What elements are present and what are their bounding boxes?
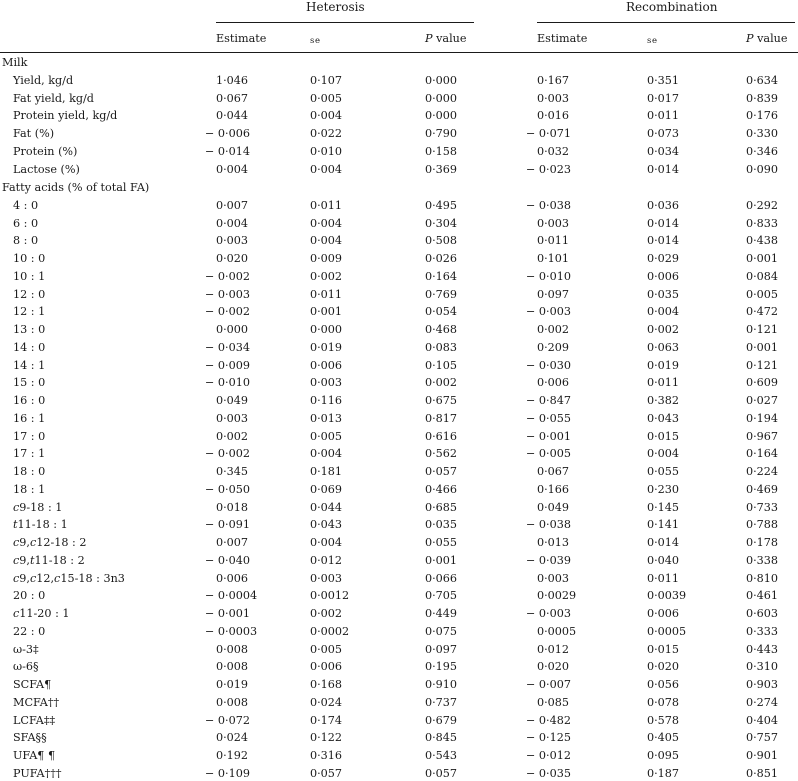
recombination-pvalue-cell: 0·333	[746, 625, 779, 638]
recombination-pvalue-cell: 0·788	[746, 518, 779, 531]
heterosis-pvalue-cell: 0·679	[425, 714, 458, 727]
recombination-estimate-cell: − 0·005	[526, 447, 571, 460]
recombination-estimate-cell: 0·020	[537, 660, 570, 673]
row-label: Yield, kg/d	[13, 74, 74, 87]
heterosis-se-cell: 0·316	[310, 749, 343, 762]
recombination-se-cell: 0·382	[647, 394, 680, 407]
heterosis-pvalue-cell: 0·616	[425, 430, 458, 443]
heterosis-se-cell: 0·181	[310, 465, 343, 478]
recombination-group-header: Recombination	[626, 0, 718, 14]
row-label: MCFA††	[13, 696, 60, 709]
heterosis-pvalue-cell: 0·468	[425, 323, 458, 336]
recombination-pvalue-cell: 0·178	[746, 536, 779, 549]
heterosis-pvalue-cell: 0·066	[425, 572, 458, 585]
recombination-estimate-cell: 0·085	[537, 696, 570, 709]
heterosis-pvalue-cell: 0·466	[425, 483, 458, 496]
recombination-pvalue-cell: 0·443	[746, 643, 779, 656]
recombination-estimate-cell: − 0·482	[526, 714, 571, 727]
heterosis-pvalue-cell: 0·675	[425, 394, 458, 407]
heterosis-estimate-cell: − 0·002	[205, 305, 250, 318]
recombination-se-header: se	[647, 36, 658, 46]
recombination-pvalue-cell: 0·438	[746, 234, 779, 247]
recombination-estimate-cell: − 0·001	[526, 430, 571, 443]
heterosis-pvalue-cell: 0·790	[425, 127, 458, 140]
recombination-pvalue-cell: 0·603	[746, 607, 779, 620]
row-label: SCFA¶	[13, 678, 52, 691]
heterosis-se-cell: 0·013	[310, 412, 343, 425]
recombination-pvalue-cell: 0·164	[746, 447, 779, 460]
recombination-pvalue-cell: 0·404	[746, 714, 779, 727]
heterosis-pvalue-cell: 0·026	[425, 252, 458, 265]
recombination-se-cell: 0·187	[647, 767, 680, 780]
heterosis-se-cell: 0·004	[310, 447, 343, 460]
recombination-se-cell: 0·019	[647, 359, 680, 372]
heterosis-se-cell: 0·004	[310, 234, 343, 247]
heterosis-estimate-cell: 0·044	[216, 109, 249, 122]
recombination-pvalue-cell: 0·001	[746, 341, 779, 354]
recombination-pvalue-cell: 0·469	[746, 483, 779, 496]
recombination-se-cell: 0·014	[647, 536, 680, 549]
recombination-estimate-cell: − 0·003	[526, 607, 571, 620]
heterosis-se-cell: 0·116	[310, 394, 343, 407]
recombination-se-cell: 0·056	[647, 678, 680, 691]
heterosis-se-cell: 0·0012	[310, 589, 350, 602]
recombination-pvalue-cell: 0·733	[746, 501, 779, 514]
recombination-se-cell: 0·002	[647, 323, 680, 336]
recombination-estimate-cell: − 0·071	[526, 127, 571, 140]
recombination-estimate-cell: 0·032	[537, 145, 570, 158]
recombination-estimate-cell: − 0·010	[526, 270, 571, 283]
heterosis-se-cell: 0·057	[310, 767, 343, 780]
heterosis-estimate-cell: − 0·002	[205, 270, 250, 283]
heterosis-se-cell: 0·004	[310, 163, 343, 176]
recombination-estimate-cell: 0·0029	[537, 589, 577, 602]
row-label: UFA¶ ¶	[13, 749, 56, 762]
row-label: 15 : 0	[13, 376, 46, 389]
recombination-estimate-cell: − 0·039	[526, 554, 571, 567]
row-label: 12 : 0	[13, 288, 46, 301]
recombination-estimate-header: Estimate	[537, 32, 588, 45]
heterosis-estimate-cell: − 0·006	[205, 127, 250, 140]
recombination-se-cell: 0·020	[647, 660, 680, 673]
heterosis-estimate-cell: − 0·009	[205, 359, 250, 372]
heterosis-estimate-cell: − 0·040	[205, 554, 250, 567]
heterosis-estimate-cell: 0·004	[216, 163, 249, 176]
recombination-pvalue-cell: 0·609	[746, 376, 779, 389]
recombination-se-cell: 0·0005	[647, 625, 687, 638]
heterosis-estimate-cell: − 0·010	[205, 376, 250, 389]
recombination-se-cell: 0·095	[647, 749, 680, 762]
recombination-se-cell: 0·014	[647, 217, 680, 230]
recombination-se-cell: 0·011	[647, 376, 680, 389]
recombination-se-cell: 0·004	[647, 305, 680, 318]
recombination-pvalue-cell: 0·224	[746, 465, 779, 478]
recombination-se-cell: 0·141	[647, 518, 680, 531]
row-label: 10 : 0	[13, 252, 46, 265]
heterosis-pvalue-cell: 0·057	[425, 767, 458, 780]
recombination-se-cell: 0·035	[647, 288, 680, 301]
row-label: c9,c12,c15-18 : 3n3	[13, 572, 125, 585]
recombination-se-cell: 0·063	[647, 341, 680, 354]
row-label: 20 : 0	[13, 589, 46, 602]
recombination-se-cell: 0·004	[647, 447, 680, 460]
heterosis-estimate-cell: − 0·050	[205, 483, 250, 496]
heterosis-pvalue-cell: 0·685	[425, 501, 458, 514]
heterosis-estimate-cell: 0·192	[216, 749, 249, 762]
recombination-estimate-cell: − 0·023	[526, 163, 571, 176]
heterosis-estimate-cell: 0·008	[216, 696, 249, 709]
recombination-se-cell: 0·011	[647, 109, 680, 122]
heterosis-se-cell: 0·011	[310, 199, 343, 212]
recombination-se-cell: 0·017	[647, 92, 680, 105]
row-label: 6 : 0	[13, 217, 39, 230]
heterosis-pvalue-cell: 0·495	[425, 199, 458, 212]
recombination-pvalue-cell: 0·833	[746, 217, 779, 230]
recombination-estimate-cell: 0·003	[537, 92, 570, 105]
row-label: c9-18 : 1	[13, 501, 63, 514]
heterosis-pvalue-cell: 0·543	[425, 749, 458, 762]
heterosis-se-cell: 0·0002	[310, 625, 350, 638]
recombination-se-cell: 0·015	[647, 643, 680, 656]
row-label: Fat yield, kg/d	[13, 92, 94, 105]
heterosis-se-cell: 0·022	[310, 127, 343, 140]
heterosis-pvalue-cell: 0·158	[425, 145, 458, 158]
recombination-se-cell: 0·578	[647, 714, 680, 727]
heterosis-pvalue-cell: 0·000	[425, 109, 458, 122]
recombination-pvalue-header: P value	[746, 32, 788, 45]
recombination-se-cell: 0·006	[647, 270, 680, 283]
recombination-estimate-cell: 0·006	[537, 376, 570, 389]
row-label: 16 : 0	[13, 394, 46, 407]
heterosis-estimate-cell: − 0·014	[205, 145, 250, 158]
heterosis-se-cell: 0·011	[310, 288, 343, 301]
recombination-se-cell: 0·036	[647, 199, 680, 212]
recombination-se-cell: 0·006	[647, 607, 680, 620]
recombination-estimate-cell: − 0·125	[526, 731, 571, 744]
heterosis-se-cell: 0·009	[310, 252, 343, 265]
recombination-pvalue-cell: 0·176	[746, 109, 779, 122]
row-label: SFA§§	[13, 731, 47, 744]
row-label: c9,c12-18 : 2	[13, 536, 87, 549]
recombination-estimate-cell: − 0·035	[526, 767, 571, 780]
recombination-se-cell: 0·0039	[647, 589, 687, 602]
recombination-pvalue-cell: 0·967	[746, 430, 779, 443]
heterosis-pvalue-cell: 0·164	[425, 270, 458, 283]
recombination-pvalue-cell: 0·292	[746, 199, 779, 212]
recombination-estimate-cell: − 0·007	[526, 678, 571, 691]
heterosis-estimate-cell: 0·002	[216, 430, 249, 443]
heterosis-se-cell: 0·019	[310, 341, 343, 354]
recombination-estimate-cell: 0·003	[537, 217, 570, 230]
recombination-estimate-cell: 0·049	[537, 501, 570, 514]
recombination-estimate-cell: 0·101	[537, 252, 570, 265]
section-title: Milk	[2, 56, 28, 69]
heterosis-pvalue-cell: 0·075	[425, 625, 458, 638]
row-label: ω-3‡	[13, 643, 39, 656]
heterosis-pvalue-cell: 0·000	[425, 74, 458, 87]
heterosis-se-cell: 0·005	[310, 430, 343, 443]
recombination-pvalue-cell: 0·121	[746, 323, 779, 336]
heterosis-estimate-cell: 0·008	[216, 643, 249, 656]
recombination-header-rule	[537, 22, 795, 23]
recombination-estimate-cell: 0·011	[537, 234, 570, 247]
heterosis-se-cell: 0·006	[310, 660, 343, 673]
row-label: 17 : 0	[13, 430, 46, 443]
recombination-se-cell: 0·029	[647, 252, 680, 265]
heterosis-header-rule	[216, 22, 474, 23]
recombination-se-cell: 0·014	[647, 234, 680, 247]
heterosis-estimate-cell: 0·003	[216, 412, 249, 425]
heterosis-pvalue-cell: 0·369	[425, 163, 458, 176]
recombination-estimate-cell: 0·002	[537, 323, 570, 336]
heterosis-group-header: Heterosis	[306, 0, 365, 14]
recombination-se-cell: 0·230	[647, 483, 680, 496]
recombination-estimate-cell: − 0·038	[526, 518, 571, 531]
heterosis-se-cell: 0·122	[310, 731, 343, 744]
recombination-pvalue-cell: 0·839	[746, 92, 779, 105]
heterosis-se-cell: 0·001	[310, 305, 343, 318]
recombination-pvalue-cell: 0·338	[746, 554, 779, 567]
recombination-estimate-cell: − 0·003	[526, 305, 571, 318]
heterosis-se-cell: 0·003	[310, 376, 343, 389]
recombination-se-cell: 0·011	[647, 572, 680, 585]
heterosis-pvalue-cell: 0·097	[425, 643, 458, 656]
heterosis-se-cell: 0·004	[310, 109, 343, 122]
row-label: 16 : 1	[13, 412, 46, 425]
recombination-pvalue-cell: 0·027	[746, 394, 779, 407]
row-label: Protein (%)	[13, 145, 78, 158]
heterosis-se-cell: 0·168	[310, 678, 343, 691]
row-label: 4 : 0	[13, 199, 39, 212]
recombination-pvalue-cell: 0·310	[746, 660, 779, 673]
heterosis-se-cell: 0·005	[310, 92, 343, 105]
recombination-se-cell: 0·405	[647, 731, 680, 744]
row-label: Fat (%)	[13, 127, 55, 140]
heterosis-pvalue-cell: 0·001	[425, 554, 458, 567]
recombination-estimate-cell: − 0·055	[526, 412, 571, 425]
heterosis-estimate-cell: 0·049	[216, 394, 249, 407]
section-title: Fatty acids (% of total FA)	[2, 181, 150, 194]
recombination-estimate-cell: 0·067	[537, 465, 570, 478]
heterosis-se-header: se	[310, 36, 321, 46]
recombination-se-cell: 0·014	[647, 163, 680, 176]
heterosis-se-cell: 0·006	[310, 359, 343, 372]
heterosis-se-cell: 0·002	[310, 607, 343, 620]
heterosis-pvalue-cell: 0·817	[425, 412, 458, 425]
recombination-se-cell: 0·015	[647, 430, 680, 443]
recombination-se-cell: 0·043	[647, 412, 680, 425]
heterosis-estimate-cell: − 0·002	[205, 447, 250, 460]
recombination-estimate-cell: 0·166	[537, 483, 570, 496]
heterosis-estimate-cell: − 0·003	[205, 288, 250, 301]
recombination-pvalue-cell: 0·194	[746, 412, 779, 425]
recombination-pvalue-cell: 0·901	[746, 749, 779, 762]
recombination-estimate-cell: 0·097	[537, 288, 570, 301]
heterosis-pvalue-cell: 0·910	[425, 678, 458, 691]
heterosis-estimate-cell: 0·004	[216, 217, 249, 230]
recombination-estimate-cell: 0·013	[537, 536, 570, 549]
heterosis-estimate-cell: 0·024	[216, 731, 249, 744]
heterosis-estimate-cell: − 0·0004	[205, 589, 258, 602]
recombination-se-cell: 0·078	[647, 696, 680, 709]
heterosis-estimate-cell: 0·007	[216, 536, 249, 549]
row-label: c9,t11-18 : 2	[13, 554, 85, 567]
recombination-estimate-cell: − 0·038	[526, 199, 571, 212]
heterosis-se-cell: 0·174	[310, 714, 343, 727]
recombination-pvalue-cell: 0·274	[746, 696, 779, 709]
heterosis-pvalue-cell: 0·105	[425, 359, 458, 372]
row-label: 14 : 0	[13, 341, 46, 354]
heterosis-estimate-cell: − 0·109	[205, 767, 250, 780]
recombination-pvalue-cell: 0·472	[746, 305, 779, 318]
recombination-se-cell: 0·351	[647, 74, 680, 87]
heterosis-pvalue-cell: 0·000	[425, 92, 458, 105]
recombination-se-cell: 0·034	[647, 145, 680, 158]
heterosis-se-cell: 0·000	[310, 323, 343, 336]
heterosis-estimate-cell: − 0·072	[205, 714, 250, 727]
heterosis-pvalue-cell: 0·737	[425, 696, 458, 709]
recombination-estimate-cell: 0·167	[537, 74, 570, 87]
heterosis-pvalue-cell: 0·449	[425, 607, 458, 620]
heterosis-estimate-cell: 0·067	[216, 92, 249, 105]
heterosis-se-cell: 0·005	[310, 643, 343, 656]
heterosis-pvalue-cell: 0·035	[425, 518, 458, 531]
row-label: 17 : 1	[13, 447, 46, 460]
recombination-se-cell: 0·145	[647, 501, 680, 514]
recombination-pvalue-cell: 0·903	[746, 678, 779, 691]
recombination-se-cell: 0·040	[647, 554, 680, 567]
heterosis-se-cell: 0·107	[310, 74, 343, 87]
recombination-pvalue-cell: 0·810	[746, 572, 779, 585]
heterosis-pvalue-cell: 0·083	[425, 341, 458, 354]
heterosis-estimate-cell: 0·003	[216, 234, 249, 247]
heterosis-estimate-cell: − 0·001	[205, 607, 250, 620]
heterosis-estimate-cell: − 0·0003	[205, 625, 258, 638]
row-label: 18 : 0	[13, 465, 46, 478]
heterosis-estimate-cell: 0·020	[216, 252, 249, 265]
row-label: 13 : 0	[13, 323, 46, 336]
recombination-estimate-cell: − 0·012	[526, 749, 571, 762]
heterosis-estimate-header: Estimate	[216, 32, 267, 45]
row-label: 8 : 0	[13, 234, 39, 247]
heterosis-pvalue-cell: 0·055	[425, 536, 458, 549]
heterosis-pvalue-cell: 0·304	[425, 217, 458, 230]
heterosis-estimate-cell: 0·345	[216, 465, 249, 478]
heterosis-pvalue-cell: 0·195	[425, 660, 458, 673]
heterosis-se-cell: 0·069	[310, 483, 343, 496]
heterosis-estimate-cell: 0·006	[216, 572, 249, 585]
heterosis-pvalue-cell: 0·508	[425, 234, 458, 247]
heterosis-se-cell: 0·004	[310, 536, 343, 549]
heterosis-se-cell: 0·024	[310, 696, 343, 709]
heterosis-estimate-cell: 0·007	[216, 199, 249, 212]
heterosis-se-cell: 0·004	[310, 217, 343, 230]
row-label: LCFA‡‡	[13, 714, 56, 727]
recombination-pvalue-cell: 0·330	[746, 127, 779, 140]
recombination-estimate-cell: 0·012	[537, 643, 570, 656]
heterosis-pvalue-cell: 0·705	[425, 589, 458, 602]
row-label: ω-6§	[13, 660, 39, 673]
recombination-estimate-cell: 0·003	[537, 572, 570, 585]
row-label: 14 : 1	[13, 359, 46, 372]
row-label: PUFA†††	[13, 767, 62, 780]
heterosis-se-cell: 0·012	[310, 554, 343, 567]
heterosis-pvalue-cell: 0·057	[425, 465, 458, 478]
heterosis-estimate-cell: 0·019	[216, 678, 249, 691]
row-label: 12 : 1	[13, 305, 46, 318]
recombination-estimate-cell: − 0·847	[526, 394, 571, 407]
recombination-pvalue-cell: 0·634	[746, 74, 779, 87]
row-label: 22 : 0	[13, 625, 46, 638]
heterosis-estimate-cell: 0·000	[216, 323, 249, 336]
heterosis-se-cell: 0·003	[310, 572, 343, 585]
recombination-estimate-cell: 0·016	[537, 109, 570, 122]
recombination-se-cell: 0·073	[647, 127, 680, 140]
recombination-estimate-cell: − 0·030	[526, 359, 571, 372]
heterosis-se-cell: 0·002	[310, 270, 343, 283]
heterosis-se-cell: 0·010	[310, 145, 343, 158]
recombination-estimate-cell: 0·0005	[537, 625, 577, 638]
heterosis-pvalue-header: P value	[425, 32, 467, 45]
recombination-pvalue-cell: 0·757	[746, 731, 779, 744]
heterosis-estimate-cell: 1·046	[216, 74, 249, 87]
row-label: 18 : 1	[13, 483, 46, 496]
recombination-pvalue-cell: 0·090	[746, 163, 779, 176]
row-label: t11-18 : 1	[13, 518, 68, 531]
recombination-pvalue-cell: 0·851	[746, 767, 779, 780]
row-label: Lactose (%)	[13, 163, 80, 176]
heterosis-estimate-cell: 0·008	[216, 660, 249, 673]
heterosis-estimate-cell: − 0·034	[205, 341, 250, 354]
heterosis-pvalue-cell: 0·562	[425, 447, 458, 460]
heterosis-pvalue-cell: 0·054	[425, 305, 458, 318]
heterosis-estimate-cell: − 0·091	[205, 518, 250, 531]
row-label: c11-20 : 1	[13, 607, 70, 620]
recombination-estimate-cell: 0·209	[537, 341, 570, 354]
recombination-pvalue-cell: 0·001	[746, 252, 779, 265]
recombination-pvalue-cell: 0·461	[746, 589, 779, 602]
row-label: 10 : 1	[13, 270, 46, 283]
heterosis-se-cell: 0·043	[310, 518, 343, 531]
heterosis-pvalue-cell: 0·769	[425, 288, 458, 301]
heterosis-estimate-cell: 0·018	[216, 501, 249, 514]
heterosis-se-cell: 0·044	[310, 501, 343, 514]
heterosis-pvalue-cell: 0·002	[425, 376, 458, 389]
header-bottom-rule	[0, 52, 798, 53]
recombination-pvalue-cell: 0·346	[746, 145, 779, 158]
recombination-pvalue-cell: 0·005	[746, 288, 779, 301]
row-label: Protein yield, kg/d	[13, 109, 118, 122]
heterosis-pvalue-cell: 0·845	[425, 731, 458, 744]
recombination-pvalue-cell: 0·084	[746, 270, 779, 283]
recombination-pvalue-cell: 0·121	[746, 359, 779, 372]
recombination-se-cell: 0·055	[647, 465, 680, 478]
